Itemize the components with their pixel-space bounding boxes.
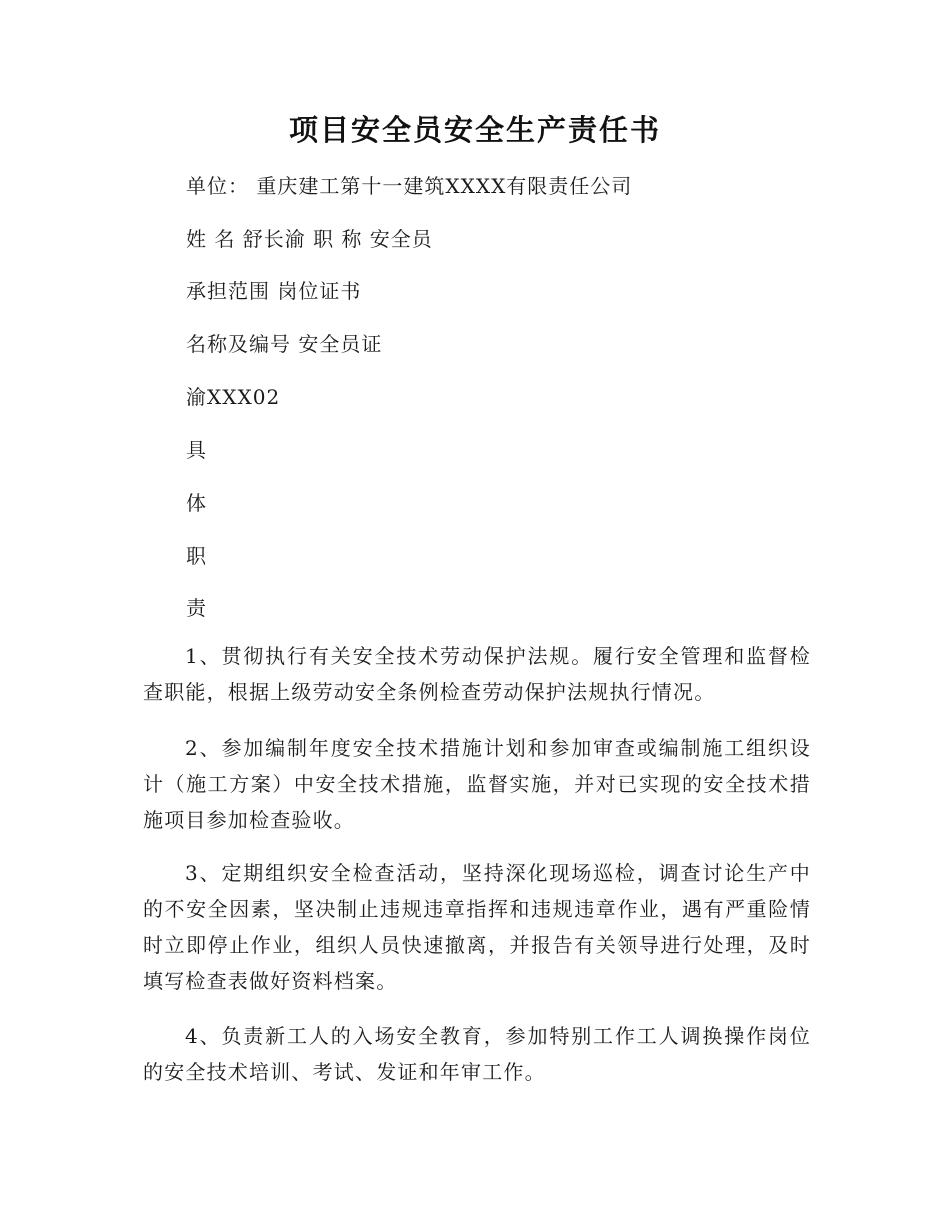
duties-label-char-3: 职 bbox=[186, 544, 207, 568]
certificate-name-line: 名称及编号 安全员证 bbox=[186, 332, 383, 356]
duty-paragraph-3: 3、定期组织安全检查活动，坚持深化现场巡检，调查讨论生产中的不安全因素，坚决制止违规违章指挥和违规违章作业，遇有严重险情时立即停止作业，组织人员快速撤离，并报告有关领导进行处理，及时填写检查表做好资料档案。 bbox=[143, 861, 811, 993]
duties-label-char-2: 体 bbox=[186, 491, 207, 515]
duties-label-char-4: 责 bbox=[186, 596, 207, 620]
certificate-number-line: 渝XXX02 bbox=[186, 385, 281, 409]
document-title: 项目安全员安全生产责任书 bbox=[288, 113, 661, 147]
unit-line: 单位： 重庆建工第十一建筑XXXX有限责任公司 bbox=[186, 174, 633, 198]
duty-paragraph-2: 2、参加编制年度安全技术措施计划和参加审查或编制施工组织设计（施工方案）中安全技术措施，监督实施，并对已实现的安全技术措施项目参加检查验收。 bbox=[143, 736, 811, 832]
duties-label-char-1: 具 bbox=[186, 438, 207, 462]
scope-certificate-line: 承担范围 岗位证书 bbox=[186, 279, 362, 303]
name-title-line: 姓 名 舒长渝 职 称 安全员 bbox=[186, 227, 433, 251]
duty-paragraph-1: 1、贯彻执行有关安全技术劳动保护法规。履行安全管理和监督检查职能，根据上级劳动安全条例检查劳动保护法规执行情况。 bbox=[143, 644, 811, 704]
duty-paragraph-4: 4、负责新工人的入场安全教育，参加特别工作工人调换操作岗位的安全技术培训、考试、发证和年审工作。 bbox=[143, 1024, 811, 1084]
